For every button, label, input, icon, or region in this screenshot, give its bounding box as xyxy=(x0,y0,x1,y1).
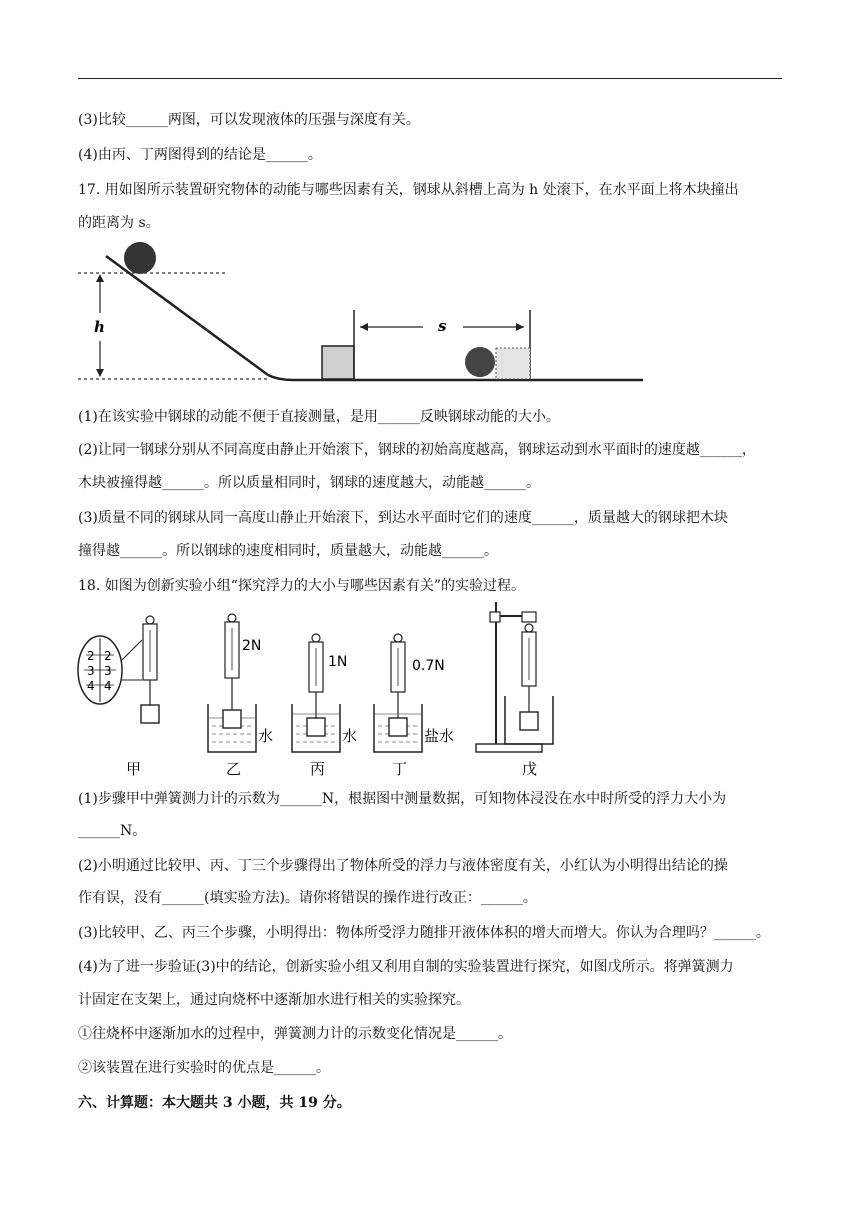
q17-part2-line1: (2)让同一钢球分别从不同高度由静止开始滚下，钢球的初始高度越高，钢球运动到水平面时的速度越______， xyxy=(78,442,756,458)
steel-ball-bottom xyxy=(465,347,495,377)
svg-text:0.7N: 0.7N xyxy=(412,658,445,674)
q18-part4-line1: (4)为了进一步验证(3)中的结论，创新实验小组又利用自制的实验装置进行探究，如图戊所示。将弹簧测力 xyxy=(78,959,734,975)
h-label: h xyxy=(94,318,105,336)
s-label: s xyxy=(438,317,447,335)
q18-part1-line2: ______N。 xyxy=(78,823,147,839)
svg-text:3: 3 xyxy=(87,664,95,678)
q18-part4-item1: ①往烧杯中逐渐加水的过程中，弹簧测力计的示数变化情况是______。 xyxy=(78,1026,512,1042)
q18-part3: (3)比较甲、乙、丙三个步骤，小明得出：物体所受浮力随排开液体体积的增大而增大。你认为合理吗？______。 xyxy=(78,925,770,941)
q17-part2-line2: 木块被撞得越______。所以质量相同时，钢球的速度越大，动能越______。 xyxy=(78,475,540,491)
svg-text:4: 4 xyxy=(104,679,112,693)
caption-ding: 丁 xyxy=(392,760,408,778)
svg-text:2: 2 xyxy=(87,649,95,663)
wood-block xyxy=(322,346,354,379)
svg-text:2N: 2N xyxy=(242,638,262,654)
kinetic-energy-ramp-figure xyxy=(78,238,648,388)
q17-stem-line2: 的距离为 s。 xyxy=(78,215,160,231)
svg-text:4: 4 xyxy=(87,679,95,693)
q16-part4: (4)由丙、丁两图得到的结论是______。 xyxy=(78,147,322,163)
svg-text:水: 水 xyxy=(258,727,274,745)
buoyancy-experiment-figure xyxy=(76,600,776,778)
q17-part3-line2: 撞得越______。所以钢球的速度相同时，质量越大，动能越______。 xyxy=(78,543,498,559)
svg-text:2: 2 xyxy=(104,649,112,663)
caption-wu: 戊 xyxy=(522,760,538,778)
svg-text:水: 水 xyxy=(342,727,358,745)
q18-part1-line1: (1)步骤甲中弹簧测力计的示数为______N，根据图中测量数据，可知物体浸没在水中时所受的浮力大小为 xyxy=(78,791,727,807)
svg-text:3: 3 xyxy=(104,664,112,678)
q18-stem: 18. 如图为创新实验小组“探究浮力的大小与哪些因素有关”的实验过程。 xyxy=(78,578,526,594)
section-6-heading: 六、计算题：本大题共 3 小题，共 19 分。 xyxy=(78,1095,351,1111)
q18-part2-line1: (2)小明通过比较甲、丙、丁三个步骤得出了物体所受的浮力与液体密度有关，小红认为小明得出结论的操 xyxy=(78,858,728,874)
q17-part1: (1)在该实验中钢球的动能不便于直接测量，是用______反映钢球动能的大小。 xyxy=(78,409,560,425)
stand-base xyxy=(476,744,542,752)
svg-text:1N: 1N xyxy=(328,654,348,670)
caption-yi: 乙 xyxy=(226,760,242,778)
svg-text:盐水: 盐水 xyxy=(424,727,455,745)
q17-stem-line1: 17. 用如图所示装置研究物体的动能与哪些因素有关，钢球从斜槽上高为 h 处滚下，在水平面上将木块撞出 xyxy=(78,182,739,198)
q16-part3: (3)比较______两图，可以发现液体的压强与深度有关。 xyxy=(78,112,420,128)
q18-part4-item2: ②该装置在进行实验时的优点是______。 xyxy=(78,1060,330,1076)
q18-part2-line2: 作有误，没有______(填实验方法)。请你将错误的操作进行改正：______。 xyxy=(78,890,537,906)
caption-bing: 丙 xyxy=(310,760,326,778)
q17-part3-line1: (3)质量不同的钢球从同一高度山静止开始滚下，到达水平面时它们的速度______，质量越大的钢球把木块 xyxy=(78,510,728,526)
steel-ball-top xyxy=(124,242,156,274)
object-block-jia xyxy=(141,705,159,723)
header-rule xyxy=(78,78,782,79)
q18-part4-line2: 计固定在支架上，通过向烧杯中逐渐加水进行相关的实验探究。 xyxy=(78,992,470,1008)
caption-jia: 甲 xyxy=(126,760,142,778)
